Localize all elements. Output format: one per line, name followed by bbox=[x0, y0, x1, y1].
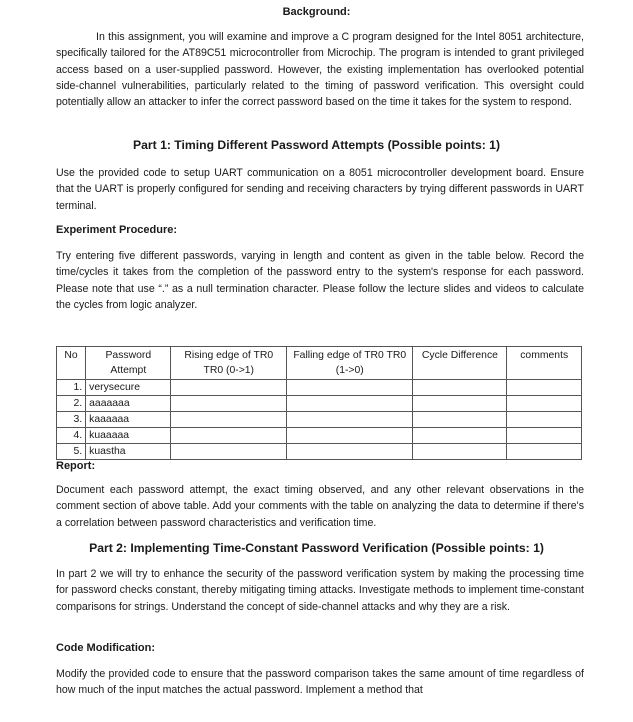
comments-cell[interactable] bbox=[507, 428, 582, 444]
comments-cell[interactable] bbox=[507, 380, 582, 396]
row-password: verysecure bbox=[86, 380, 171, 396]
part2-paragraph: In part 2 we will try to enhance the security of the password verification system by making the processing time for password checks constant, thereby mitigating timing attacks. Investigate methods to implement time-constant comparisons for strings. Understand the concept of side-channel attacks and why they are a risk. bbox=[56, 568, 584, 613]
cycle-difference-cell[interactable] bbox=[413, 396, 507, 412]
background-heading: Background: bbox=[282, 6, 351, 18]
table-row bbox=[57, 428, 582, 444]
table-row bbox=[57, 380, 582, 396]
rising-edge-cell[interactable] bbox=[171, 412, 287, 428]
row-password: kuastha bbox=[86, 444, 171, 460]
rising-edge-cell[interactable] bbox=[171, 428, 287, 444]
row-password: aaaaaaa bbox=[86, 396, 171, 412]
row-number: 3. bbox=[57, 412, 86, 428]
cycle-difference-cell[interactable] bbox=[413, 428, 507, 444]
row-number: 4. bbox=[57, 428, 86, 444]
part1-paragraph: Use the provided code to setup UART communication on a 8051 microcontroller development board. Ensure that the UART is properly configured for sending and receiving characters by trying different passwords in UART terminal. bbox=[56, 167, 584, 212]
row-number: 1. bbox=[57, 380, 86, 396]
falling-edge-cell[interactable] bbox=[287, 380, 413, 396]
header-comments: comments bbox=[507, 347, 582, 380]
part1-heading: Part 1: Timing Different Password Attempts (Possible points: 1) bbox=[132, 138, 501, 152]
table-row bbox=[57, 396, 582, 412]
row-password: kuaaaaa bbox=[86, 428, 171, 444]
row-password: kaaaaaa bbox=[86, 412, 171, 428]
code-modification-paragraph: Modify the provided code to ensure that the password comparison takes the same amount of time regardless of how much of the input matches the actual password. Implement a method that bbox=[56, 668, 584, 697]
cycle-difference-cell[interactable] bbox=[413, 380, 507, 396]
report-heading: Report: bbox=[56, 460, 96, 472]
code-modification-heading: Code Modification: bbox=[56, 642, 155, 654]
procedure-heading: Experiment Procedure: bbox=[56, 224, 178, 236]
rising-edge-cell[interactable] bbox=[171, 396, 287, 412]
report-paragraph: Document each password attempt, the exact timing observed, and any other relevant observations in the comment section of above table. Add your comments with the table on analyzing the data to determine if there's a correlation between password characteristics and verification time. bbox=[56, 484, 584, 529]
procedure-paragraph: Try entering five different passwords, varying in length and content as given in the table below. Record the time/cycles it takes from the completion of the password entry to the system's response for each password. Please note that use “.” as a null termination character. Please follow the lecture slides and videos to calculate the cycles from logic analyzer. bbox=[56, 250, 584, 311]
row-number: 2. bbox=[57, 396, 86, 412]
background-paragraph: In this assignment, you will examine and improve a C program designed for the Intel 8051 architecture, specifically tailored for the AT89C51 microcontroller from Microchip. The program is intended to grant privileged access based on a user-supplied password. However, the existing implementation has overlooked potential side-channel vulnerabilities, particularly related to the timing of password verification. This oversight could potentially allow an attacker to infer the correct password based on the time it takes for the system to respond. bbox=[56, 31, 584, 109]
password-timing-table bbox=[56, 346, 582, 460]
table-row bbox=[57, 412, 582, 428]
header-rising-edge: Rising edge of TR0 TR0 (0->1) bbox=[171, 347, 287, 380]
header-no: No bbox=[57, 347, 86, 380]
comments-cell[interactable] bbox=[507, 396, 582, 412]
part2-heading: Part 2: Implementing Time-Constant Password Verification (Possible points: 1) bbox=[89, 541, 544, 555]
row-number: 5. bbox=[57, 444, 86, 460]
cycle-difference-cell[interactable] bbox=[413, 412, 507, 428]
rising-edge-cell[interactable] bbox=[171, 380, 287, 396]
header-password: Password Attempt bbox=[86, 347, 171, 380]
falling-edge-cell[interactable] bbox=[287, 428, 413, 444]
header-cycle-difference: Cycle Difference bbox=[413, 347, 507, 380]
falling-edge-cell[interactable] bbox=[287, 412, 413, 428]
table-header-row bbox=[57, 347, 582, 380]
comments-cell[interactable] bbox=[507, 412, 582, 428]
falling-edge-cell[interactable] bbox=[287, 396, 413, 412]
header-falling-edge: Falling edge of TR0 TR0 (1->0) bbox=[287, 347, 413, 380]
